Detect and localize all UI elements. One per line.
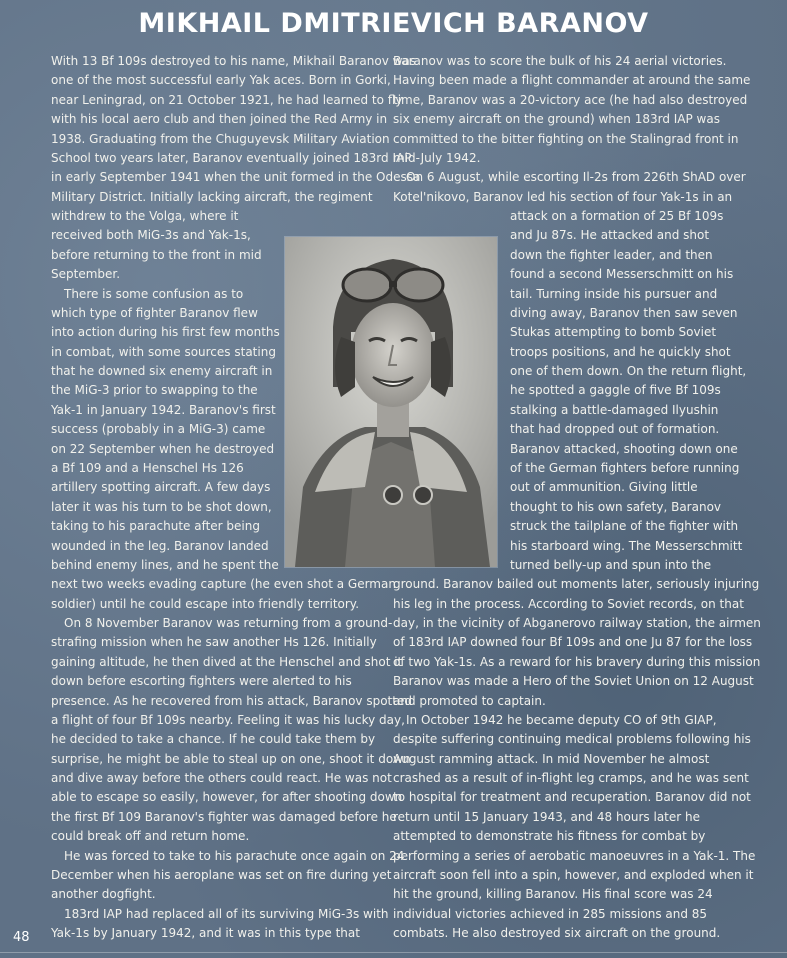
- text-line: thought to his own safety, Baranov: [510, 499, 722, 514]
- text-line: aircraft soon fell into a spin, however, and exploded when it: [393, 867, 754, 882]
- text-line: down before escorting fighters were alerted to his: [51, 674, 352, 689]
- text-line: soldier) until he could escape into friendly territory.: [51, 596, 360, 611]
- text-line: and promoted to captain.: [393, 693, 546, 708]
- text-line: success (probably in a MiG-3) came: [51, 422, 266, 437]
- text-line: Kotel'nikovo, Baranov led his section of four Yak-1s in an: [393, 189, 733, 204]
- text-line: of the German fighters before running: [510, 460, 740, 475]
- text-line: could break off and return home.: [51, 829, 250, 844]
- portrait-photo: [284, 236, 498, 568]
- text-line: day, in the vicinity of Abganerovo railway station, the airmen: [393, 616, 761, 631]
- text-line: August ramming attack. In mid November he almost: [393, 751, 710, 766]
- text-line: which type of fighter Baranov flew: [51, 305, 258, 320]
- text-line: struck the tailplane of the fighter with: [510, 519, 739, 534]
- text-line: Yak-1 in January 1942. Baranov's first: [51, 402, 276, 417]
- text-line: committed to the bitter fighting on the Stalingrad front in: [393, 131, 739, 146]
- text-line: Baranov was to score the bulk of his 24 aerial victories.: [393, 54, 727, 68]
- text-line: tail. Turning inside his pursuer and: [510, 286, 718, 301]
- text-line: the first Bf 109 Baranov's fighter was damaged before he: [51, 809, 397, 824]
- text-line: out of ammunition. Giving little: [510, 480, 698, 495]
- text-line: Baranov was made a Hero of the Soviet Union on 12 August: [393, 674, 754, 689]
- text-line: on 22 September when he destroyed: [51, 441, 275, 456]
- text-line: one of the most successful early Yak aces. Born in Gorki,: [51, 73, 391, 88]
- text-line: that he downed six enemy aircraft in: [51, 364, 273, 379]
- text-line: With 13 Bf 109s destroyed to his name, Mikhail Baranov was: [51, 54, 417, 68]
- text-line: the MiG-3 prior to swapping to the: [51, 383, 258, 398]
- text-line: hit the ground, killing Baranov. His final score was 24: [393, 887, 713, 902]
- text-line: mid-July 1942.: [393, 150, 481, 165]
- text-line: Military District. Initially lacking aircraft, the regiment: [51, 189, 373, 204]
- text-line: near Leningrad, on 21 October 1921, he had learned to fly: [51, 92, 403, 107]
- text-line: On 8 November Baranov was returning from a ground-: [64, 616, 393, 631]
- text-line: performing a series of aerobatic manoeuvres in a Yak-1. The: [393, 848, 756, 863]
- text-line: that had dropped out of formation.: [510, 422, 720, 437]
- text-line: 1938. Graduating from the Chuguyevsk Military Aviation: [51, 131, 390, 146]
- text-line: another dogfight.: [51, 887, 156, 902]
- text-line: wounded in the leg. Baranov landed: [51, 538, 269, 553]
- text-line: received both MiG-3s and Yak-1s,: [51, 228, 251, 243]
- text-line: Yak-1s by January 1942, and it was in this type that: [51, 926, 360, 941]
- text-line: turned belly-up and spun into the: [510, 557, 712, 572]
- text-line: presence. As he recovered from his attack, Baranov spotted: [51, 693, 412, 708]
- text-line: his leg in the process. According to Soviet records, on that: [393, 596, 744, 611]
- text-line: crashed as a result of in-flight leg cramps, and he was sent: [393, 771, 749, 786]
- text-line: found a second Messerschmitt on his: [510, 267, 734, 282]
- text-line: attempted to demonstrate his fitness for combat by: [393, 829, 706, 844]
- text-line: taking to his parachute after being: [51, 519, 260, 534]
- text-line: September.: [51, 267, 121, 282]
- text-line: of 183rd IAP downed four Bf 109s and one Ju 87 for the loss: [393, 635, 753, 650]
- text-line: he decided to take a chance. If he could take them by: [51, 732, 376, 747]
- text-line: He was forced to take to his parachute once again on 24: [64, 848, 405, 863]
- text-line: surprise, he might be able to steal up on one, shoot it down: [51, 751, 411, 766]
- text-line: his starboard wing. The Messerschmitt: [510, 538, 743, 553]
- text-line: combats. He also destroyed six aircraft on the ground.: [393, 926, 721, 941]
- text-line: of two Yak-1s. As a reward for his bravery during this mission: [393, 654, 761, 669]
- text-line: behind enemy lines, and he spent the: [51, 557, 279, 572]
- text-line: six enemy aircraft on the ground) when 183rd IAP was: [393, 112, 720, 127]
- text-line: and dive away before the others could react. He was not: [51, 771, 392, 786]
- page-number: 48: [13, 930, 30, 945]
- text-line: next two weeks evading capture (he even shot a German: [51, 577, 396, 592]
- text-line: artillery spotting aircraft. A few days: [51, 480, 271, 495]
- text-line: On 6 August, while escorting Il-2s from 226th ShAD over: [406, 170, 746, 185]
- text-line: attack on a formation of 25 Bf 109s: [510, 209, 724, 224]
- text-line: ground. Baranov bailed out moments later, seriously injuring: [393, 577, 760, 592]
- text-line: into action during his first few months: [51, 325, 280, 340]
- text-line: Baranov attacked, shooting down one: [510, 441, 738, 456]
- text-line: despite suffering continuing medical problems following his: [393, 732, 751, 747]
- text-line: a Bf 109 and a Henschel Hs 126: [51, 460, 244, 475]
- text-line: down the fighter leader, and then: [510, 247, 713, 262]
- text-line: a flight of four Bf 109s nearby. Feeling it was his lucky day,: [51, 712, 405, 727]
- text-line: return until 15 January 1943, and 48 hours later he: [393, 809, 701, 824]
- text-line: 183rd IAP had replaced all of its surviving MiG-3s with: [64, 906, 389, 921]
- text-line: before returning to the front in mid: [51, 247, 262, 262]
- text-line: with his local aero club and then joined the Red Army in: [51, 112, 388, 127]
- text-line: in early September 1941 when the unit formed in the Odessa: [51, 170, 421, 185]
- text-line: able to escape so easily, however, for after shooting down: [51, 790, 403, 805]
- text-line: gaining altitude, he then dived at the Henschel and shot it: [51, 654, 403, 669]
- text-line: later it was his turn to be shot down,: [51, 499, 272, 514]
- text-line: December when his aeroplane was set on fire during yet: [51, 867, 392, 882]
- text-line: Stukas attempting to bomb Soviet: [510, 325, 717, 340]
- text-line: diving away, Baranov then saw seven: [510, 305, 738, 320]
- text-line: individual victories achieved in 285 missions and 85: [393, 906, 708, 921]
- page-title: MIKHAIL DMITRIEVICH BARANOV: [138, 8, 649, 39]
- text-line: he spotted a gaggle of five Bf 109s: [510, 383, 721, 398]
- text-line: Having been made a flight commander at around the same: [393, 73, 751, 88]
- text-line: There is some confusion as to: [64, 286, 244, 301]
- text-line: time, Baranov was a 20-victory ace (he had also destroyed: [393, 92, 748, 107]
- text-line: one of them down. On the return flight,: [510, 364, 747, 379]
- text-line: In October 1942 he became deputy CO of 9th GIAP,: [406, 712, 717, 727]
- text-line: troops positions, and he quickly shot: [510, 344, 731, 359]
- text-line: withdrew to the Volga, where it: [51, 209, 239, 224]
- text-line: strafing mission when he saw another Hs 126. Initially: [51, 635, 377, 650]
- text-line: in combat, with some sources stating: [51, 344, 276, 359]
- text-line: to hospital for treatment and recuperation. Baranov did not: [393, 790, 751, 805]
- text-line: and Ju 87s. He attacked and shot: [510, 228, 710, 243]
- text-line: School two years later, Baranov eventually joined 183rd IAP: [51, 150, 412, 165]
- text-line: stalking a battle-damaged Ilyushin: [510, 402, 719, 417]
- footer-divider: [0, 952, 787, 953]
